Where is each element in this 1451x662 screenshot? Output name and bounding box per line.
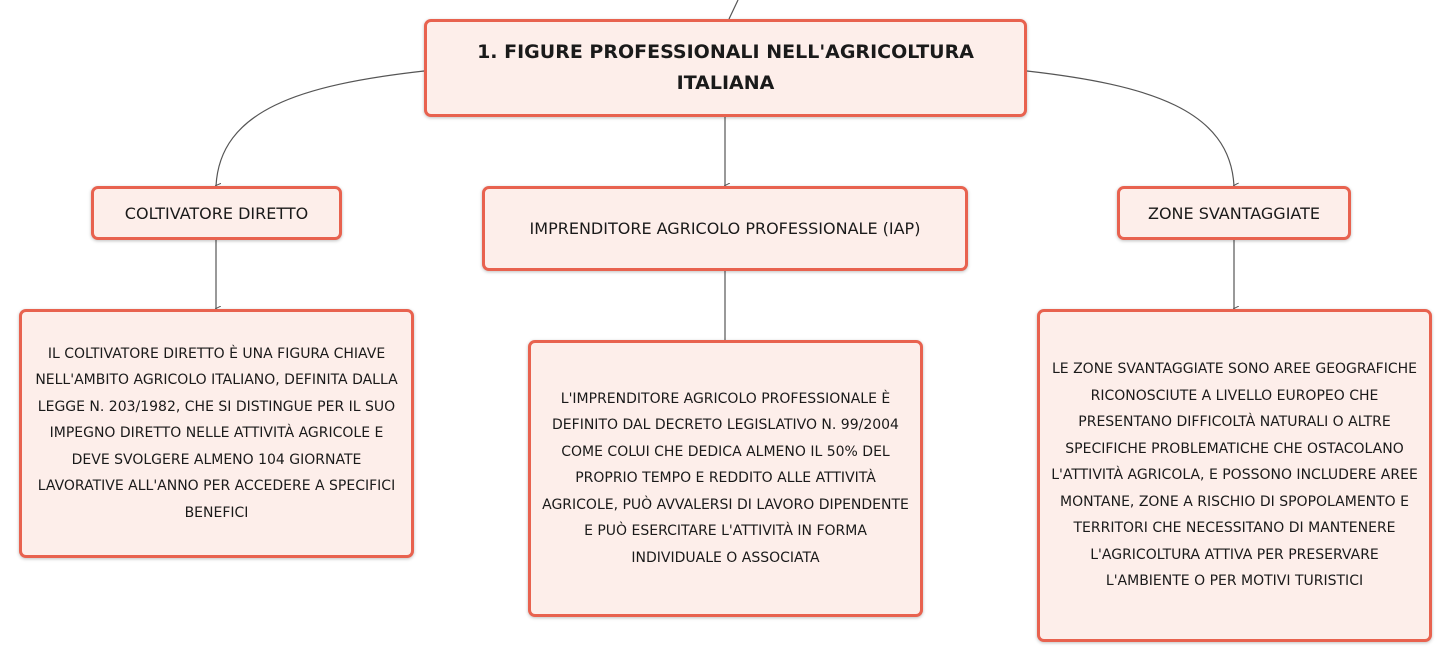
leaf-description: L'IMPRENDITORE AGRICOLO PROFESSIONALE È DEFINITO DAL DECRETO LEGISLATIVO N. 99/2004 COME COLUI CHE DEDICA ALMENO IL 50% DEL PROPRIO TEMPO E REDDITO ALLE ATTIVITÀ AGRICOLE, PUÒ AVVALERSI DI LAVORO DIPENDENTE E PUÒ ESERCITARE L'ATTIVITÀ IN FORMA INDIVIDUALE O ASSOCIATA [542, 390, 909, 566]
branch-node-iap[interactable] [482, 186, 968, 271]
branch-node-zone-svantaggiate[interactable] [1117, 186, 1351, 240]
connector-root-coltivatore [216, 71, 424, 186]
leaf-node-zone-svantaggiate[interactable] [1037, 309, 1432, 642]
branch-label: COLTIVATORE DIRETTO [124, 203, 309, 223]
leaf-node-iap[interactable] [528, 340, 923, 617]
connector-root-zone [1027, 71, 1234, 186]
connector-parent [729, 0, 738, 19]
leaf-node-coltivatore-diretto[interactable] [19, 309, 414, 558]
leaf-description: LE ZONE SVANTAGGIATE SONO AREE GEOGRAFICHE RICONOSCIUTE A LIVELLO EUROPEO CHE PRESENTANO DIFFICOLTÀ NATURALI O ALTRE SPECIFICHE PROBLEMATICHE CHE OSTACOLANO L'ATTIVITÀ AGRICOLA, E POSSONO INCLUDERE AREE MONTANE, ZONE A RISCHIO DI SPOPOLAMENTO E TERRITORI CHE NECESSITANO DI MANTENERE L'AGRICOLTURA ATTIVA PER PRESERVARE L'AMBIENTE O PER MOTIVI TURISTICI [1051, 361, 1418, 590]
branch-label: IMPRENDITORE AGRICOLO PROFESSIONALE (IAP) [529, 219, 921, 238]
root-node[interactable] [424, 19, 1027, 117]
root-title: 1. FIGURE PROFESSIONALI NELL'AGRICOLTURA ITALIANA [477, 41, 974, 94]
leaf-description: IL COLTIVATORE DIRETTO È UNA FIGURA CHIAVE NELL'AMBITO AGRICOLO ITALIANO, DEFINITA DALLA LEGGE N. 203/1982, CHE SI DISTINGUE PER IL SUO IMPEGNO DIRETTO NELLE ATTIVITÀ AGRICOLE E DEVE SVOLGERE ALMENO 104 GIORNATE LAVORATIVE ALL'ANNO PER ACCEDERE A SPECIFICI BENEFICI [35, 345, 398, 521]
branch-label: ZONE SVANTAGGIATE [1147, 203, 1320, 223]
branch-node-coltivatore-diretto[interactable] [91, 186, 342, 240]
